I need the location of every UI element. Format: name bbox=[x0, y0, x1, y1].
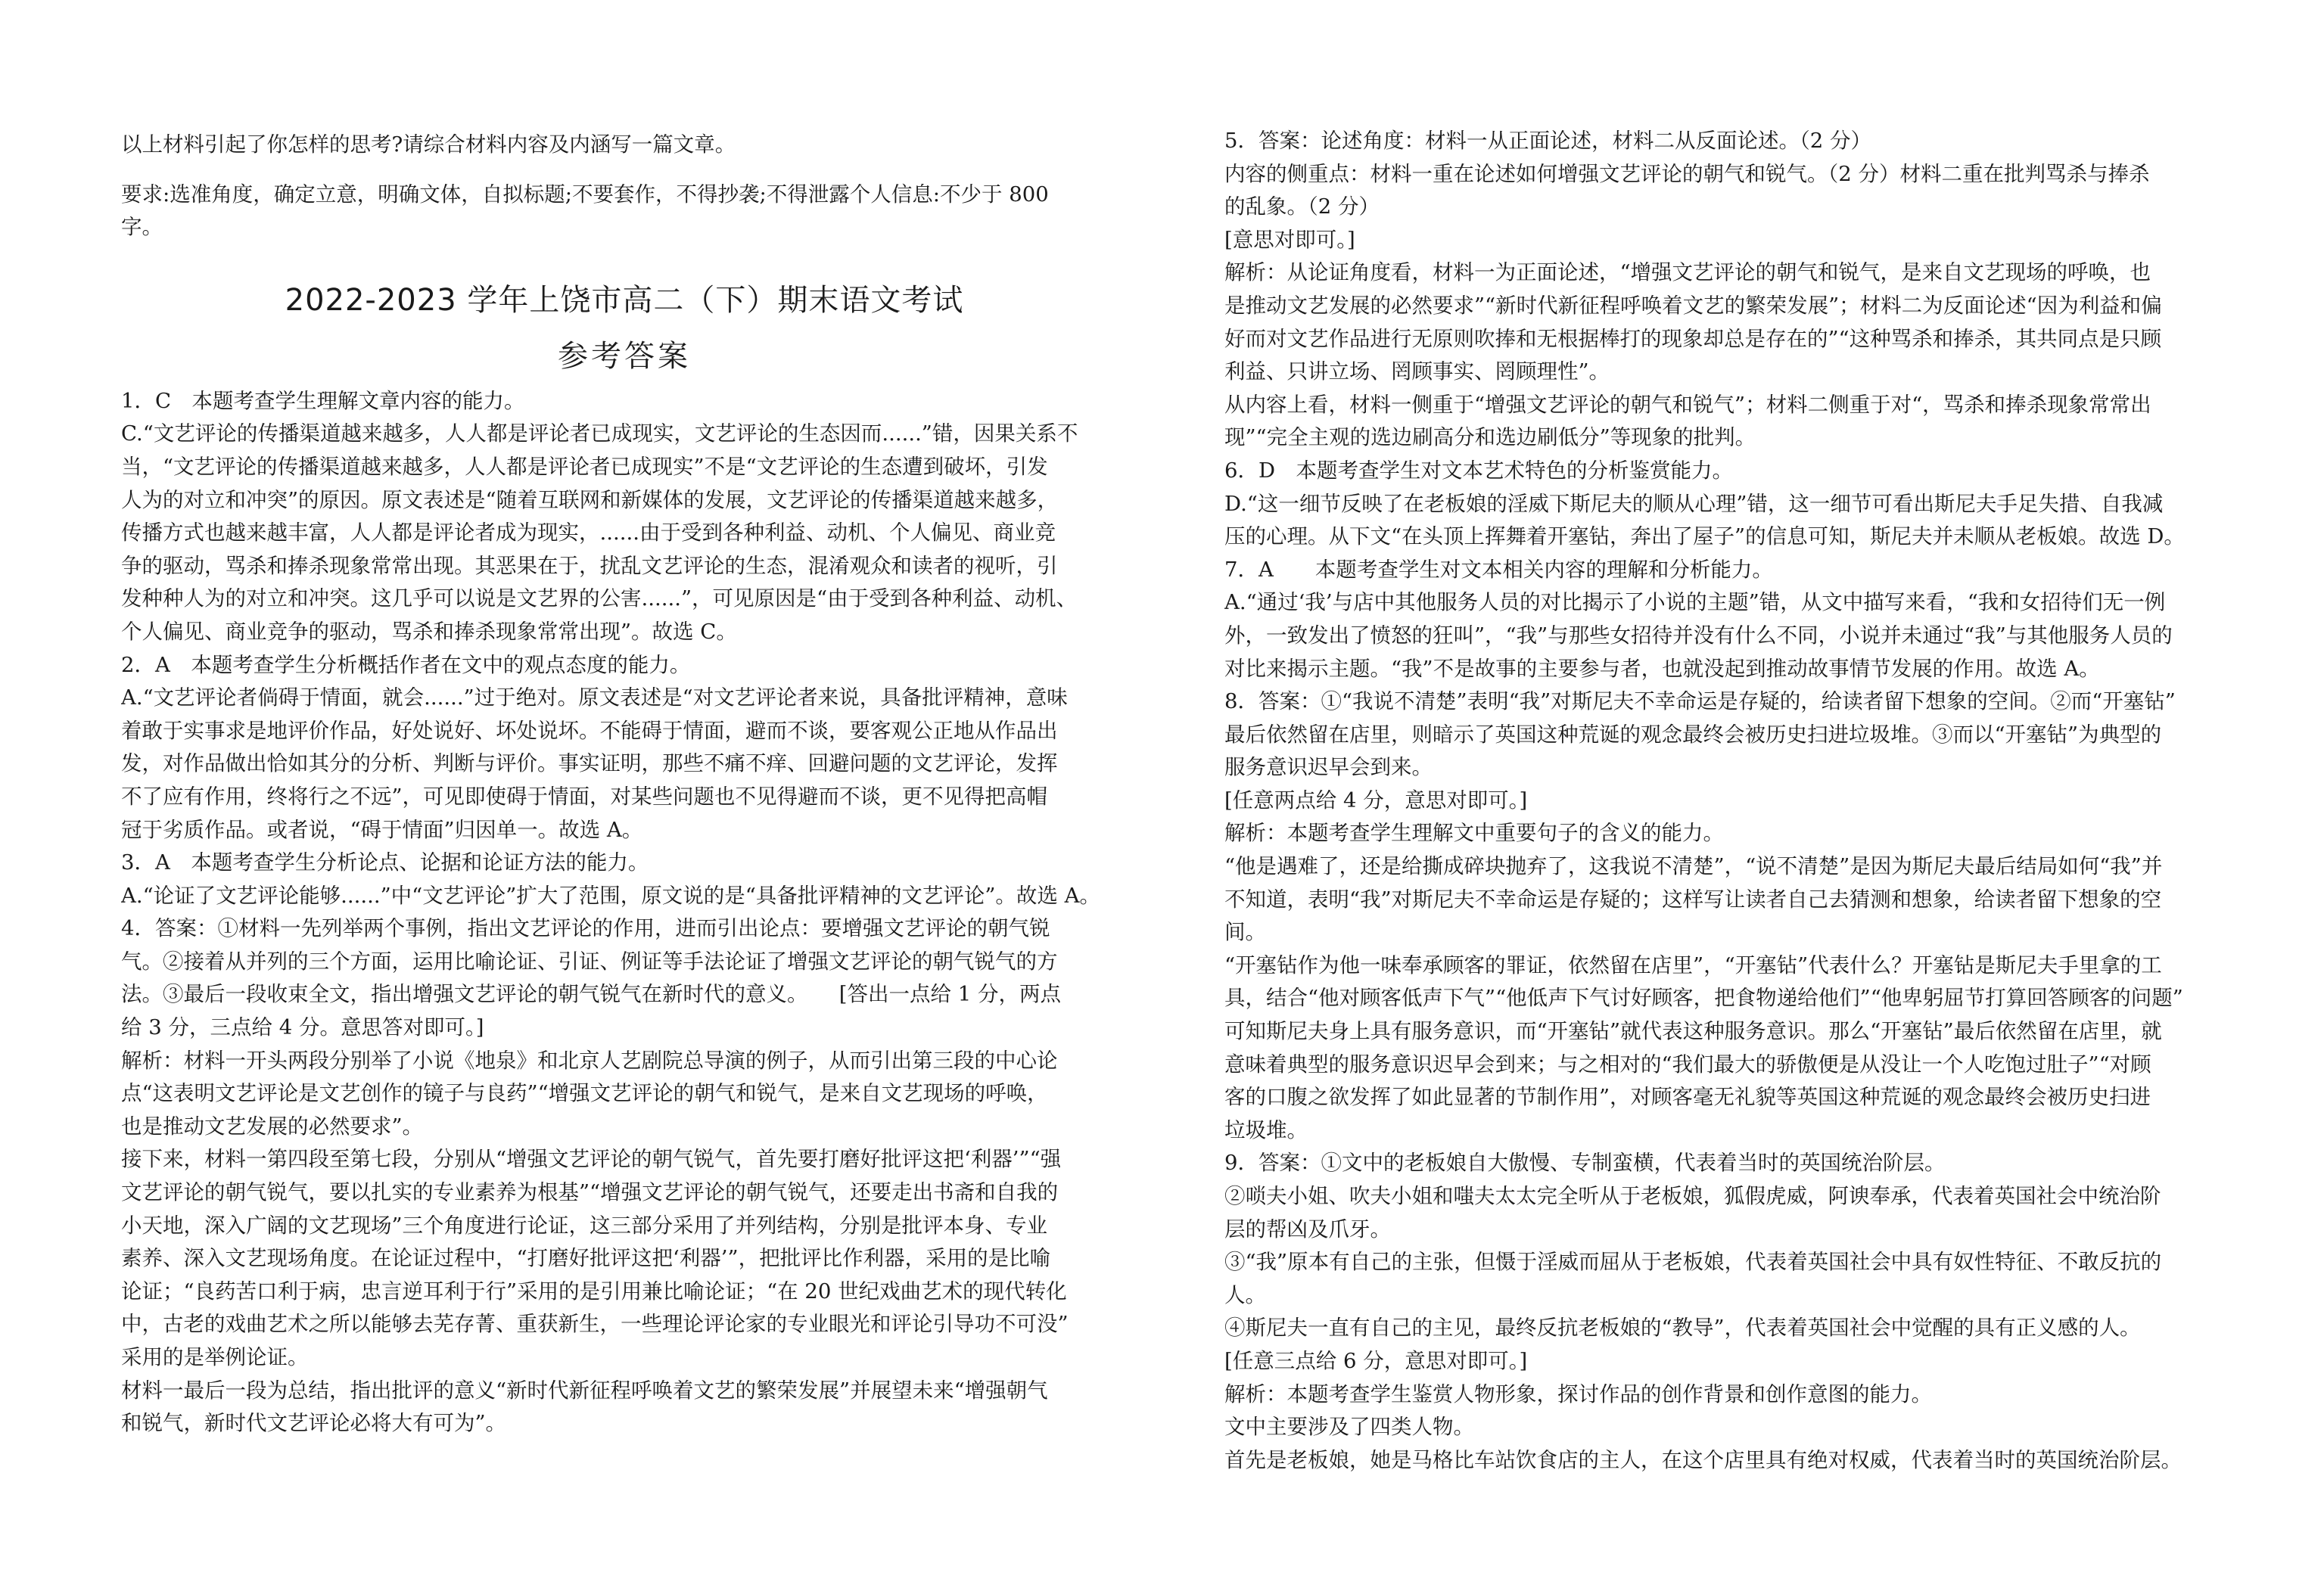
text-line: 可知斯尼夫身上具有服务意识，而“开塞钻”就代表这种服务意识。那么“开塞钻”最后依然留在店里，就 bbox=[1224, 1019, 2162, 1044]
text-line: 利益、只讲立场、罔顾事实、罔顾理性”。 bbox=[1224, 359, 1610, 384]
text-line: 素养、深入文艺现场角度。在论证过程中，“打磨好批评这把‘利器’”，把批评比作利器，采用的是比喻 bbox=[121, 1246, 1051, 1271]
text-line: 和锐气，新时代文艺评论必将大有可为”。 bbox=[121, 1411, 507, 1436]
text-line: 意味着典型的服务意识迟早会到来；与之相对的“我们最大的骄傲便是从没让一个人吃饱过肚子”“对顾 bbox=[1224, 1052, 2151, 1077]
text-line: 压的心理。从下文“在头顶上挥舞着开塞钻，奔出了屋子”的信息可知，斯尼夫并未顺从老板娘。故选 D。 bbox=[1224, 524, 2185, 549]
text-line: 文中主要涉及了四类人物。 bbox=[1224, 1415, 1474, 1440]
text-line: ③“我”原本有自己的主张，但慑于淫威而屈从于老板娘，代表着英国社会中具有奴性特征、不敢反抗的 bbox=[1224, 1250, 2162, 1275]
text-line: 的乱象。（2 分） bbox=[1224, 194, 1380, 219]
essay-requirement bbox=[121, 179, 1128, 244]
text-line: 人为的对立和冲突”的原因。原文表述是“随着互联网和新媒体的发展，文艺评论的传播渠道越来越多， bbox=[121, 487, 1059, 512]
text-line: 人。 bbox=[1224, 1282, 1266, 1307]
text-line: 垃圾堆。 bbox=[1224, 1117, 1308, 1142]
text-line: [意思对即可。] bbox=[1224, 227, 1355, 252]
text-line: 解析：本题考查学生鉴赏人物形象，探讨作品的创作背景和创作意图的能力。 bbox=[1224, 1381, 1932, 1406]
text-line: [任意三点给 6 分，意思对即可。] bbox=[1224, 1348, 1528, 1373]
text-line: 不了应有作用，终将行之不远”，可见即使碍于情面，对某些问题也不见得避而不谈，更不见得把高帽 bbox=[121, 784, 1048, 809]
text-line: 8．答案：①“我说不清楚”表明“我”对斯尼夫不幸命运是存疑的，给读者留下想象的空间。②而“开塞钻” bbox=[1224, 689, 2176, 714]
left-column bbox=[121, 0, 1128, 1440]
text-line: 冠于劣质作品。或者说，“碍于情面”归因单一。故选 A。 bbox=[121, 817, 643, 842]
text-line: 首先是老板娘，她是马格比车站饮食店的主人，在这个店里具有绝对权威，代表着当时的英国统治阶层。 bbox=[1224, 1447, 2182, 1472]
text-line: 1．C 本题考查学生理解文章内容的能力。 bbox=[121, 388, 525, 413]
text-line: 解析：本题考查学生理解文中重要句子的含义的能力。 bbox=[1224, 821, 1724, 846]
text-line: 发，对作品做出恰如其分的分析、判断与评价。事实证明，那些不痛不痒、回避问题的文艺评论，发挥 bbox=[121, 751, 1058, 776]
text-line: 中，古老的戏曲艺术之所以能够去芜存菁、重获新生，一些理论评论家的专业眼光和评论引导功不可没” bbox=[121, 1312, 1069, 1337]
text-line: 解析：从论证角度看，材料一为正面论述，“增强文艺评论的朝气和锐气，是来自文艺现场的呼唤，也 bbox=[1224, 260, 2151, 285]
text-line: 具，结合“他对顾客低声下气”“他低声下气讨好顾客，把食物递给他们”“他卑躬屈节打算回答顾客的问题” bbox=[1224, 986, 2183, 1011]
text-line: 也是推动文艺发展的必然要求”。 bbox=[121, 1114, 424, 1139]
text-line: 6．D 本题考查学生对文本艺术特色的分析鉴赏能力。 bbox=[1224, 458, 1734, 483]
text-line: [任意两点给 4 分，意思对即可。] bbox=[1224, 788, 1528, 813]
text-line: 现”“完全主观的选边刷高分和选边刷低分”等现象的批判。 bbox=[1224, 425, 1756, 450]
text-line: 外，一致发出了愤怒的狂叫”，“我”与那些女招待并没有什么不同，小说并未通过“我”与其他服务人员的 bbox=[1224, 623, 2173, 648]
right-answers bbox=[1224, 125, 2231, 1477]
text-line: A.“文艺评论者倘碍于情面，就会......”过于绝对。原文表述是“对文艺评论者来说，具备批评精神，意味 bbox=[121, 685, 1068, 710]
text-line: 气。②接着从并列的三个方面，运用比喻论证、引证、例证等手法论证了增强文艺评论的朝气锐气的方 bbox=[121, 949, 1058, 974]
text-line: 2．A 本题考查学生分析概括作者在文中的观点态度的能力。 bbox=[121, 652, 691, 677]
text-line: 从内容上看，材料一侧重于“增强文艺评论的朝气和锐气”；材料二侧重于对“，骂杀和捧杀现象常常出 bbox=[1224, 392, 2151, 417]
exam-title: 2022-2023 学年上饶市高二（下）期末语文考试 bbox=[285, 282, 964, 318]
text-line: 争的驱动，骂杀和捧杀现象常常出现。其恶果在于，扰乱文艺评论的生态，混淆观众和读者的视听，引 bbox=[121, 553, 1058, 578]
text-line: ④斯尼夫一直有自己的主见，最终反抗老板娘的“教导”，代表着英国社会中觉醒的具有正义感的人。 bbox=[1224, 1316, 2141, 1341]
text-line: 服务意识迟早会到来。 bbox=[1224, 755, 1433, 780]
text-line: “他是遇难了，还是给撕成碎块抛弃了，这我说不清楚”，“说不清楚”是因为斯尼夫最后结局如何“我”并 bbox=[1224, 854, 2163, 879]
right-column bbox=[1224, 0, 2231, 1477]
text-line: 3．A 本题考查学生分析论点、论据和论证方法的能力。 bbox=[121, 850, 649, 875]
text-line: A.“论证了文艺评论能够......”中“文艺评论”扩大了范围，原文说的是“具备批评精神的文艺评论”。故选 A。 bbox=[121, 883, 1101, 908]
text-line: 最后依然留在店里，则暗示了英国这种荒诞的观念最终会被历史扫进垃圾堆。③而以“开塞钻”为典型的 bbox=[1224, 722, 2162, 747]
text-line: 材料一最后一段为总结，指出批评的意义“新时代新征程呼唤着文艺的繁荣发展”并展望未来“增强朝气 bbox=[121, 1378, 1048, 1403]
text-line: D.“这一细节反映了在老板娘的淫威下斯尼夫的顺从心理”错，这一细节可看出斯尼夫手足失措、自我减 bbox=[1224, 491, 2164, 516]
text-line: 论证；“良药苦口利于病，忠言逆耳利于行”采用的是引用兼比喻论证；“在 20 世纪戏曲艺术的现代转化 bbox=[121, 1279, 1067, 1304]
text-line: 5．答案：论述角度：材料一从正面论述，材料二从反面论述。（2 分） bbox=[1224, 129, 1871, 153]
text-line: 当，“文艺评论的传播渠道越来越多，人人都是评论者已成现实”不是“文艺评论的生态遭到破坏，引发 bbox=[121, 454, 1048, 479]
text-line: 法。③最后一段收束全文，指出增强文艺评论的朝气锐气在新时代的意义。 [答出一点给 1 分，两点 bbox=[121, 982, 1061, 1007]
text-line: 内容的侧重点：材料一重在论述如何增强文艺评论的朝气和锐气。（2 分）材料二重在批判骂杀与捧杀 bbox=[1224, 161, 2150, 186]
text-line: 以上材料引起了你怎样的思考?请综合材料内容及内涵写一篇文章。 bbox=[121, 132, 736, 157]
text-line: 要求:选准角度，确定立意，明确文体，自拟标题;不要套作，不得抄袭;不得泄露个人信息:不少于 800 bbox=[121, 182, 1049, 207]
text-line: 间。 bbox=[1224, 920, 1266, 945]
text-line: ②唢夫小姐、吹夫小姐和嗤夫太太完全听从于老板娘，狐假虎威，阿谀奉承，代表着英国社会中统治阶 bbox=[1224, 1184, 2161, 1208]
text-line: 个人偏见、商业竞争的驱动，骂杀和捧杀现象常常出现”。故选 C。 bbox=[121, 619, 737, 644]
text-line: 是推动文艺发展的必然要求”“新时代新征程呼唤着文艺的繁荣发展”；材料二为反面论述“因为利益和偏 bbox=[1224, 293, 2162, 318]
text-line: 解析：材料一开头两段分别举了小说《地泉》和北京人艺剧院总导演的例子，从而引出第三段的中心论 bbox=[121, 1048, 1058, 1073]
text-line: 发种种人为的对立和冲突。这几乎可以说是文艺界的公害......”，可见原因是“由于受到各种利益、动机、 bbox=[121, 586, 1078, 611]
text-line: 7．A 本题考查学生对文本相关内容的理解和分析能力。 bbox=[1224, 557, 1773, 582]
text-line: 好而对文艺作品进行无原则吹捧和无根据棒打的现象却总是存在的”“这种骂杀和捧杀，其共同点是只顾 bbox=[1224, 326, 2162, 351]
essay-prompt bbox=[121, 129, 1128, 162]
answer-key-heading: 参考答案 bbox=[558, 338, 691, 374]
text-line: 对比来揭示主题。“我”不是故事的主要参与者，也就没起到推动故事情节发展的作用。故选 A。 bbox=[1224, 656, 2100, 681]
left-answers bbox=[121, 385, 1128, 1440]
text-line: 不知道，表明“我”对斯尼夫不幸命运是存疑的；这样写让读者自己去猜测和想象，给读者留下想象的空 bbox=[1224, 887, 2162, 912]
text-line: 文艺评论的朝气锐气，要以扎实的专业素养为根基”“增强文艺评论的朝气锐气，还要走出书斋和自我的 bbox=[121, 1180, 1059, 1205]
text-line: A.“通过‘我’与店中其他服务人员的对比揭示了小说的主题”错，从文中描写来看，“我和女招待们无一例 bbox=[1224, 590, 2166, 615]
text-line: “开塞钻作为他一味奉承顾客的罪证，依然留在店里”，“开塞钻”代表什么？开塞钻是斯尼夫手里拿的工 bbox=[1224, 952, 2162, 977]
text-line: 给 3 分，三点给 4 分。意思答对即可。] bbox=[121, 1015, 484, 1040]
text-line: 9．答案：①文中的老板娘自大傲慢、专制蛮横，代表着当时的英国统治阶层。 bbox=[1224, 1151, 1946, 1176]
text-line: 小天地，深入广阔的文艺现场”三个角度进行论证，这三部分采用了并列结构，分别是批评本身、专业 bbox=[121, 1213, 1048, 1238]
text-line: 接下来，材料一第四段至第七段，分别从“增强文艺评论的朝气锐气，首先要打磨好批评这把‘利器’”“强 bbox=[121, 1147, 1062, 1172]
text-line: 点“这表明文艺评论是文艺创作的镜子与良药”“增强文艺评论的朝气和锐气，是来自文艺现场的呼唤， bbox=[121, 1081, 1048, 1106]
text-line: 着敢于实事求是地评价作品，好处说好、坏处说坏。不能碍于情面，避而不谈，要客观公正地从作品出 bbox=[121, 718, 1058, 743]
text-line: 层的帮凶及爪牙。 bbox=[1224, 1217, 1391, 1241]
text-line: 客的口腹之欲发挥了如此显著的节制作用”，对顾客毫无礼貌等英国这种荒诞的观念最终会被历史扫进 bbox=[1224, 1085, 2151, 1110]
text-line: 字。 bbox=[121, 215, 163, 240]
text-line: 传播方式也越来越丰富，人人都是评论者成为现实，......由于受到各种利益、动机、个人偏见、商业竞 bbox=[121, 520, 1056, 545]
text-line: 采用的是举例论证。 bbox=[121, 1345, 309, 1369]
text-line: 4．答案：①材料一先列举两个事例，指出文艺评论的作用，进而引出论点：要增强文艺评论的朝气锐 bbox=[121, 916, 1050, 941]
text-line: C.“文艺评论的传播渠道越来越多，人人都是评论者已成现实，文艺评论的生态因而......”错，因果关系不 bbox=[121, 421, 1078, 446]
